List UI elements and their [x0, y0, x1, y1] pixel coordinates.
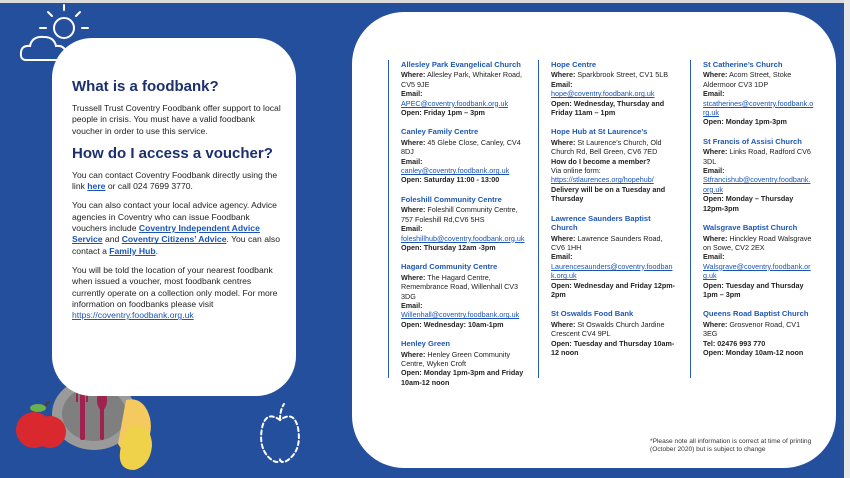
where-label: Where:	[401, 70, 426, 80]
email-label: Email:	[401, 89, 423, 99]
location-email-link[interactable]: APEC@coventry.foodbank.org.uk	[401, 98, 509, 108]
location-email-link[interactable]: stcatherines@coventry.foodbank.org.uk	[703, 98, 814, 118]
intro-paragraph: Trussell Trust Coventry Foodbank offer support to local people in crisis. You must have a valid foodbank voucher in order to use this service.	[72, 103, 281, 136]
advice-text-b: and	[102, 234, 122, 245]
location-text: You will be told the location of your nearest foodbank when issued a voucher, most foodbank centres currently operate on a collection only model. For more information on foodbanks please visit	[72, 264, 278, 309]
where-label: Where:	[703, 233, 728, 243]
email-label: Email:	[551, 79, 573, 89]
where-value: St Oswalds Church Jardine Crescent CV4 9PL	[551, 319, 665, 339]
email-label: Email:	[703, 252, 725, 262]
opening-hours: Open: Saturday 11:00 - 13:00	[401, 175, 500, 185]
location-address	[703, 70, 814, 89]
opening-hours: Open: Tuesday and Thursday 10am-12 noon	[551, 338, 675, 357]
opening-hours: Open: Tuesday and Thursday 1pm – 3pm	[703, 280, 804, 299]
location-address	[401, 70, 528, 89]
here-link[interactable]: here	[87, 181, 106, 192]
membership-question: How do I become a member?	[551, 156, 651, 166]
where-value: Links Road, Radford CV6 3DL	[703, 147, 811, 166]
where-value: Sparkbrook Street, CV1 5LB	[577, 70, 669, 80]
where-label: Where:	[703, 70, 728, 80]
foodbank-info-content	[72, 78, 284, 329]
where-value: Acorn Street, Stoke Aldermoor CV3 1DP	[703, 70, 792, 89]
foodbank-locations-card	[352, 12, 836, 468]
location-email-link[interactable]: https://stlaurences.org/hopehub/	[551, 175, 654, 185]
where-value: Hinckley Road Walsgrave on Sowe, CV2 2EX	[703, 233, 812, 252]
location-name: Walsgrave Baptist Church	[703, 223, 798, 233]
where-label: Where:	[551, 137, 576, 147]
location-name: Canley Family Centre	[401, 127, 479, 137]
citizens-advice-link[interactable]: Coventry Citizens’ Advice	[121, 234, 227, 245]
email-label: Email:	[401, 156, 423, 166]
location-name: St Catherine’s Church	[703, 60, 783, 69]
location-email-link[interactable]: Stfrancishub@coventry.foodbank.org.uk	[703, 175, 811, 194]
where-value: Henley Green Community Centre, Wyken Croft	[401, 349, 511, 368]
where-label: Where:	[703, 147, 728, 157]
location-address	[551, 320, 678, 339]
where-label: Where:	[551, 319, 576, 329]
location-email-link[interactable]: Walsgrave@coventry.foodbank.org.uk	[703, 261, 811, 281]
opening-hours: Open: Monday 1pm-3pm and Friday 10am-12 noon	[401, 368, 524, 387]
where-value: Allesley Park, Whitaker Road, CV5 9JE	[401, 70, 523, 89]
advice-text-a: You can also contact your local advice agency. Advice agencies in Coventry who can issue Foodbank vouchers include	[72, 200, 277, 234]
opening-hours: Open: Wednesday, Thursday and Friday 11am – 1pm	[551, 98, 665, 118]
location-email-link[interactable]: hope@coventry.foodbank.org.uk	[551, 89, 655, 99]
where-value: St Laurence’s Church, Old Church Rd, Bell Green, CV6 7ED	[551, 137, 662, 157]
membership-text: Via online form:	[551, 166, 601, 176]
opening-hours: Open: Wednesday and Friday 12pm-2pm	[551, 280, 676, 299]
location-email-link[interactable]: foleshillhub@coventry.foodbank.org.uk	[401, 233, 525, 243]
where-label: Where:	[551, 70, 576, 80]
where-label: Where:	[703, 319, 728, 329]
location-address	[703, 147, 814, 166]
opening-hours: Delivery will be on a Tuesday and Thursday	[551, 184, 666, 204]
location-entry	[401, 195, 528, 252]
what-is-foodbank-heading: What is a foodbank?	[72, 78, 219, 95]
location-name: Foleshill Community Centre	[401, 194, 502, 204]
location-email-link[interactable]: Laurencesaunders@coventry.foodbank.org.uk	[551, 261, 673, 281]
location-phone: Tel: 02476 993 770	[703, 338, 766, 348]
where-label: Where:	[401, 205, 426, 215]
location-address	[703, 320, 814, 339]
location-name: Hope Hub at St Laurence’s	[551, 127, 648, 137]
opening-hours: Open: Wednesday: 10am-1pm	[401, 319, 504, 329]
location-name: Hagard Community Centre	[401, 262, 498, 272]
location-address	[703, 234, 814, 253]
location-entry	[703, 137, 814, 213]
location-email-link[interactable]: Willenhall@coventry.foodbank.org.uk	[401, 310, 520, 320]
location-address	[401, 350, 528, 369]
independent-advice-link[interactable]: Coventry Independent Advice Service	[72, 223, 260, 245]
where-label: Where:	[551, 233, 576, 243]
disclaimer-note: *Please note all information is correct at time of printing (October 2020) but is subject to change	[650, 438, 812, 454]
location-address	[551, 70, 678, 79]
voucher-heading: How do I access a voucher?	[72, 144, 273, 162]
location-entry	[703, 223, 814, 299]
foodbank-website-link[interactable]: https://coventry.foodbank.org.uk	[72, 310, 194, 321]
where-label: Where:	[401, 272, 426, 282]
foodbank-info-card	[52, 38, 296, 396]
where-value: 45 Glebe Close, Canley, CV4 8DJ	[401, 137, 521, 157]
location-name: Henley Green	[401, 339, 450, 349]
locations-column-1	[388, 60, 528, 387]
right-border	[844, 0, 850, 478]
where-label: Where:	[401, 349, 426, 359]
location-name: Queens Road Baptist Church	[703, 309, 809, 319]
location-name: Lawrence Saunders Baptist Church	[551, 213, 651, 233]
opening-hours: Open: Monday 1pm-3pm	[703, 117, 787, 127]
locations-column-2	[538, 60, 678, 378]
location-address	[401, 205, 528, 224]
opening-hours: Open: Monday 10am-12 noon	[703, 347, 804, 357]
location-address	[551, 138, 678, 157]
email-label: Email:	[401, 224, 423, 234]
location-entry	[401, 262, 528, 329]
locations-column-3	[690, 60, 814, 378]
location-entry	[551, 60, 678, 117]
location-entry	[551, 214, 678, 300]
advice-text-d: .	[155, 245, 158, 256]
location-email-link[interactable]: canley@coventry.foodbank.org.uk	[401, 166, 510, 176]
contact-paragraph	[72, 170, 284, 193]
location-entry	[401, 60, 528, 117]
contact-text-b: or call 024 7699 3770.	[105, 181, 193, 192]
where-value: Lawrence Saunders Road, CV6 1HH	[551, 233, 663, 252]
email-label: Email:	[703, 89, 725, 99]
contact-text-a: You can contact Coventry Foodbank directly using the link	[72, 169, 278, 192]
family-hub-link[interactable]: Family Hub	[109, 245, 156, 256]
location-entry	[551, 127, 678, 203]
location-entry	[551, 309, 678, 357]
top-border	[0, 0, 850, 3]
location-address	[551, 234, 678, 253]
location-entry	[703, 309, 814, 357]
location-name: Hope Centre	[551, 60, 597, 69]
where-value: Foleshill Community Centre, 757 Foleshill Rd,CV6 5HS	[401, 205, 518, 224]
advice-paragraph	[72, 200, 284, 256]
email-label: Email:	[551, 252, 573, 262]
location-entry	[401, 127, 528, 184]
advice-text-c: . You can also contact a	[72, 234, 280, 256]
opening-hours: Open: Monday – Thursday 12pm-3pm	[703, 194, 794, 213]
where-value: Grosvenor Road, CV1 3EG	[703, 319, 801, 339]
opening-hours: Open: Thursday 12am -3pm	[401, 242, 496, 252]
location-paragraph	[72, 265, 284, 321]
opening-hours: Open: Friday 1pm – 3pm	[401, 108, 485, 118]
email-label: Email:	[401, 300, 423, 310]
location-name: Allesley Park Evangelical Church	[401, 60, 521, 69]
where-value: The Hagard Centre, Remembrance Road, Willenhall CV3 3DG	[401, 272, 519, 301]
where-label: Where:	[401, 137, 426, 147]
location-entry	[401, 339, 528, 387]
location-entry	[703, 60, 814, 127]
email-label: Email:	[703, 166, 725, 176]
location-address	[401, 273, 528, 301]
location-name: St Oswalds Food Bank	[551, 309, 634, 319]
location-address	[401, 138, 528, 157]
location-name: St Francis of Assisi Church	[703, 136, 802, 146]
apple-outline-icon	[258, 398, 302, 468]
